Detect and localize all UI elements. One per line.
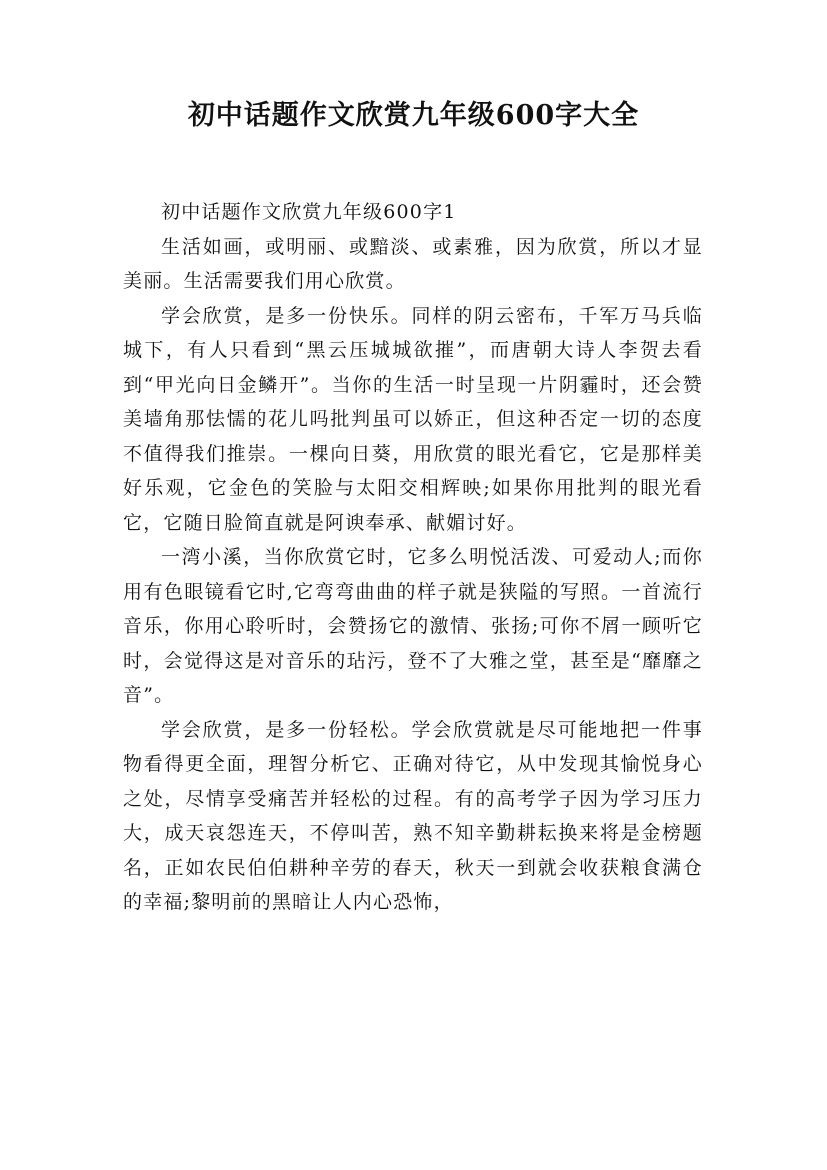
paragraph-3: 一湾小溪，当你欣赏它时，它多么明悦活泼、可爱动人;而你用有色眼镜看它时,它弯弯曲曲的样子就是狭隘的写照。一首流行音乐，你用心聆听时，会赞扬它的激情、张扬;可你不屑一顾听它时，会觉得这是对音乐的玷污，登不了大雅之堂，甚至是“靡靡之音”。	[123, 546, 703, 706]
paragraph-4: 学会欣赏，是多一份轻松。学会欣赏就是尽可能地把一件事物看得更全面，理智分析它、正确对待它，从中发现其愉悦身心之处，尽情享受痛苦并轻松的过程。有的高考学子因为学习压力大，成天哀怨连天，不停叫苦，熟不知辛勤耕耘换来将是金榜题名，正如农民伯伯耕种辛劳的春天，秋天一到就会收获粮食满仓的幸福;黎明前的黑暗让人内心恐怖，	[123, 718, 703, 913]
paragraph-1: 生活如画，或明丽、或黯淡、或素雅，因为欣赏，所以才显美丽。生活需要我们用心欣赏。	[123, 235, 703, 292]
document-body	[123, 195, 703, 920]
document-title: 初中话题作文欣赏九年级600字大全	[187, 100, 640, 131]
paragraph-2: 学会欣赏，是多一份快乐。同样的阴云密布，千军万马兵临城下，有人只看到“黑云压城城欲摧”，而唐朝大诗人李贺去看到“甲光向日金鳞开”。当你的生活一时呈现一片阴霾时，还会赞美墙角那怯懦的花儿吗批判虽可以娇正，但这种否定一切的态度不值得我们推崇。一棵向日葵，用欣赏的眼光看它，它是那样美好乐观，它金色的笑脸与太阳交相辉映;如果你用批判的眼光看它，它随日脸简直就是阿谀奉承、献媚讨好。	[123, 304, 703, 534]
section-heading: 初中话题作文欣赏九年级600字1	[161, 201, 457, 223]
